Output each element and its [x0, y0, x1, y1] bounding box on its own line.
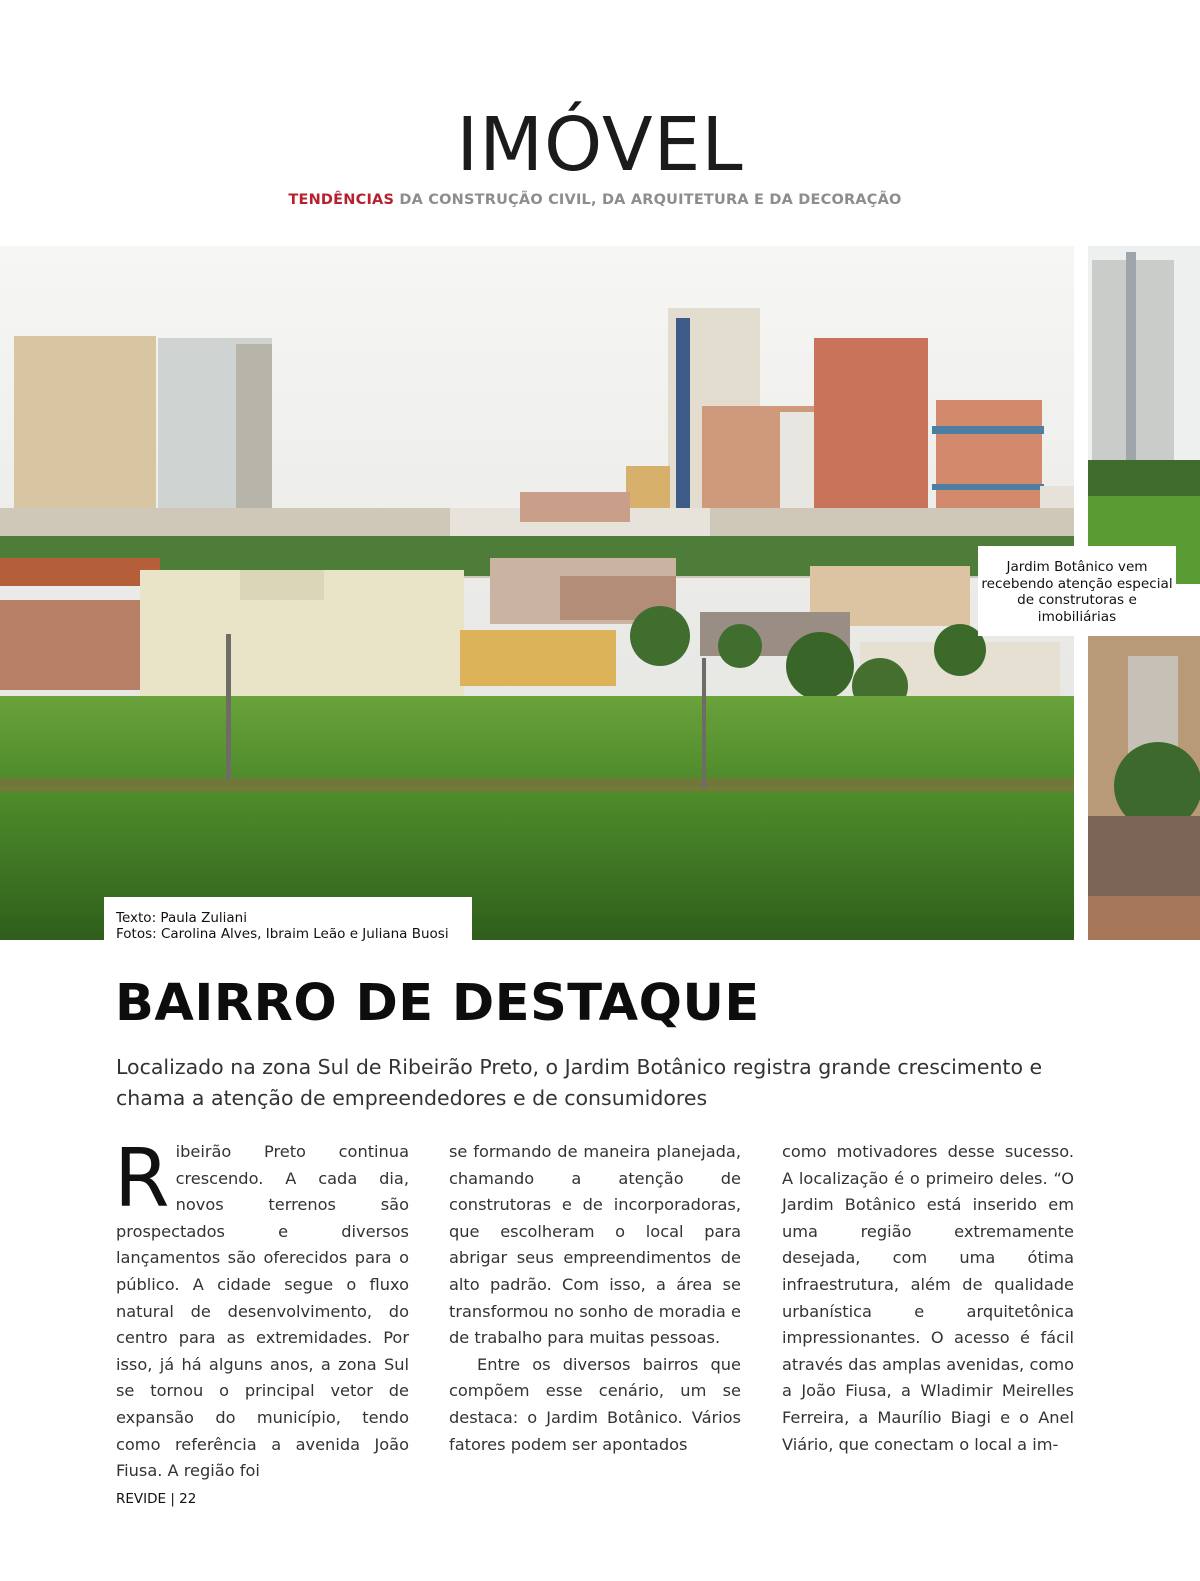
photo-caption: Jardim Botânico vem recebendo atenção especial de construtoras e imobiliárias	[981, 559, 1173, 625]
section-title: IMÓVEL	[456, 102, 744, 188]
column-2-paragraph-2: Entre os diversos bairros que compõem esse cenário, um se destaca: o Jardim Botânico. Vários fatores podem ser apontados	[449, 1354, 741, 1454]
text-credit	[116, 910, 247, 926]
body-column-1	[114, 1132, 409, 1485]
photo-credit-value: Carolina Alves, Ibraim Leão e Juliana Buosi	[156, 926, 449, 942]
side-photo-bottom	[1088, 636, 1200, 940]
column-2-paragraph-1: se formando de maneira planejada, chamando a atenção de construtoras e de incorporadoras, que escolheram o local para abrigar seus empreendimentos de alto padrão. Com isso, a área se transformou no sonho de moradia e de trabalho para muitas pessoas.	[449, 1142, 741, 1348]
side-photo-top	[1088, 246, 1200, 584]
photo-credit	[116, 926, 449, 942]
neighborhood-photo	[0, 246, 1074, 940]
photo-credit-label: Fotos:	[116, 926, 157, 942]
body-column-2	[449, 1139, 741, 1458]
text-credit-label: Texto:	[116, 910, 157, 926]
column-3-text: como motivadores desse sucesso. A localização é o primeiro deles. “O Jardim Botânico está inserido em uma região extremamente desejada, com uma ótima infraestrutura, além de qualidade urbanística e arquitetônica impressionantes. O acesso é fácil através das amplas avenidas, como a João Fiusa, a Wladimir Meirelles Ferreira, a Maurílio Biagi e o Anel Viário, que conectam o local a im-	[782, 1142, 1074, 1454]
section-tagline	[0, 192, 1190, 208]
body-column-3	[782, 1139, 1074, 1458]
column-1-text: ibeirão Preto continua crescendo. A cada dia, novos terrenos são prospectados e diversos lançamentos são oferecidos para o público. A cidade segue o fluxo natural de desenvolvimento, do centro para as extremidades. Por isso, já há alguns anos, a zona Sul se tornou o principal vetor de expansão do município, tendo como referência a avenida João Fiusa. A região foi	[116, 1142, 409, 1481]
tagline-accent: TENDÊNCIAS	[288, 192, 395, 208]
article-standfirst: Localizado na zona Sul de Ribeirão Preto, o Jardim Botânico registra grande crescimento e chama a atenção de empreendedores e de consumidores	[116, 1055, 1043, 1110]
page-folio: REVIDE | 22	[116, 1491, 197, 1507]
drop-cap: R	[114, 1132, 170, 1225]
article-headline: BAIRRO DE DESTAQUE	[115, 974, 760, 1033]
tagline-rest: DA CONSTRUÇÃO CIVIL, DA ARQUITETURA E DA DECORAÇÃO	[394, 192, 902, 208]
text-credit-value: Paula Zuliani	[156, 910, 247, 926]
